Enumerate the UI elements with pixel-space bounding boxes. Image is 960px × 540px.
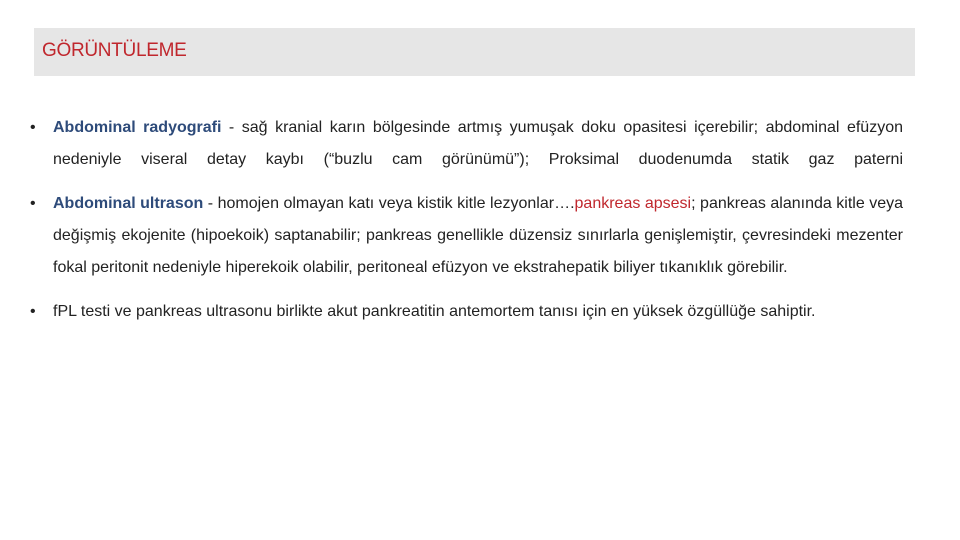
content-body: [30, 112, 903, 340]
bullet-icon: •: [30, 195, 36, 212]
bullet-abdominal-ultrason: [30, 188, 903, 284]
term-abdominal-radyografi: Abdominal radyografi: [53, 119, 222, 136]
highlight-pankreas-apsesi: pankreas apsesi: [574, 195, 692, 212]
bullet-icon: •: [30, 119, 36, 136]
term-abdominal-ultrason: Abdominal ultrason: [53, 195, 204, 212]
title-bar: [34, 28, 915, 76]
bullet-text-after: ; pankreas alanında kitle veya değişmiş ekojenite (hipoekoik) saptanabilir; pankreas genellikle düzensiz sınırlarla genişlemiştir, çevresindeki mezenter fokal peritonit nedeniyle hiperekoik olabilir, peritoneal efüzyon ve ekstrahepatik biliyer tıkanıklık görebilir.: [53, 195, 904, 276]
bullet-icon: •: [30, 303, 36, 320]
bullet-abdominal-radyografi: [30, 112, 903, 176]
page-title: GÖRÜNTÜLEME: [42, 40, 187, 61]
bullet-text: - sağ kranial karın bölgesinde artmış yumuşak doku opasitesi içerebilir; abdominal efüzyon nedeniyle viseral detay kaybı (“buzlu cam görünümü”); Proksimal duodenumda statik gaz paterni: [53, 119, 903, 168]
bullet-fpl-testi: [30, 296, 903, 328]
bullet-text: fPL testi ve pankreas ultrasonu birlikte akut pankreatitin antemortem tanısı için en yüksek özgüllüğe sahiptir.: [53, 303, 816, 320]
bullet-text-before: - homojen olmayan katı veya kistik kitle lezyonlar….: [203, 195, 575, 212]
